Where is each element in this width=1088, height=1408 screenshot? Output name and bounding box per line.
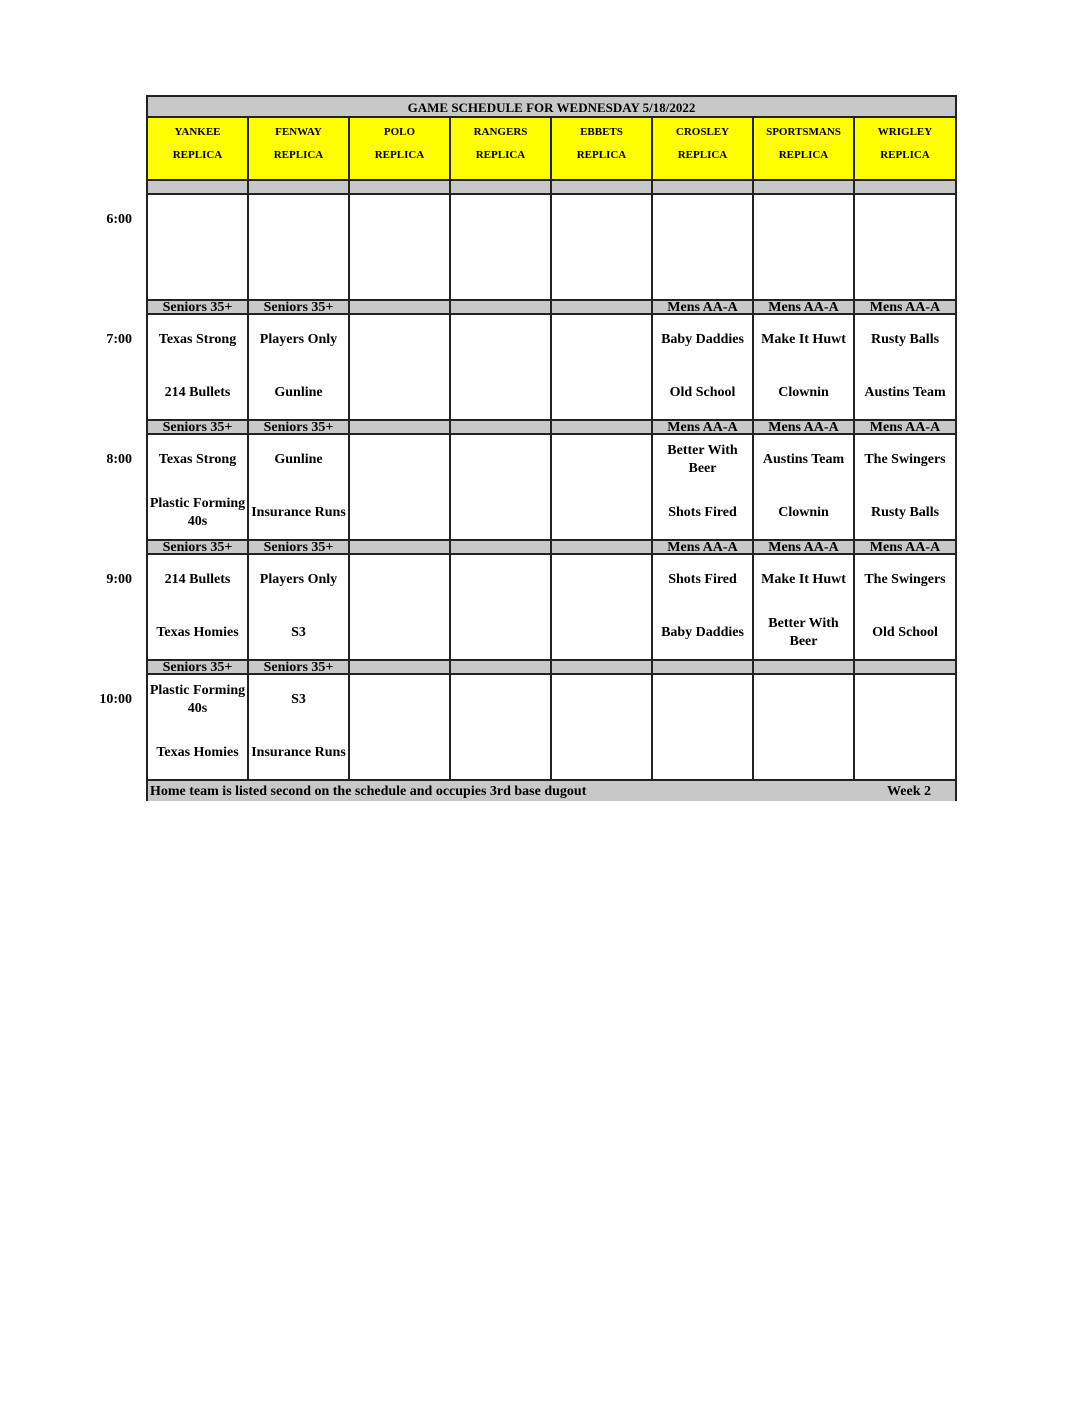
game-cell [552,195,653,299]
division-label [754,659,855,675]
game-cell [350,435,451,539]
home-team: Rusty Balls [870,505,940,520]
home-team: Clownin [778,505,829,520]
division-label [552,179,653,195]
home-team [451,733,550,773]
venue-subtitle: REPLICA [172,149,223,161]
game-cell [350,675,451,779]
division-label [451,299,552,315]
home-team [451,253,550,293]
game-cell [148,555,249,659]
division-label [350,179,451,195]
schedule-title: GAME SCHEDULE FOR WEDNESDAY 5/18/2022 [148,97,955,118]
venue-name: CROSLEY [675,126,730,138]
home-team: Austins Team [864,385,946,400]
time-label: 6:00 [106,212,132,227]
venue-name: SPORTSMANS [766,126,841,138]
division-label [451,179,552,195]
game-cell [653,555,754,659]
division-label: Seniors 35+ [148,419,249,435]
game-cell [249,195,350,299]
game-cell [148,435,249,539]
away-team: 214 Bullets [164,572,231,587]
game-cell [552,675,653,779]
away-team [350,680,449,720]
division-label [249,179,350,195]
home-team: Insurance Runs [251,505,346,520]
game-cell [855,315,955,419]
game-cell [855,555,955,659]
away-team [350,200,449,240]
home-team: 214 Bullets [164,385,231,400]
division-label: Mens AA-A [855,539,955,555]
division-label: Seniors 35+ [148,539,249,555]
venue-subtitle: REPLICA [374,149,425,161]
away-team: Make It Huwt [761,572,846,587]
game-cell [754,195,855,299]
game-cell [552,555,653,659]
game-cell [451,555,552,659]
division-label: Mens AA-A [754,419,855,435]
division-label [855,659,955,675]
away-team: Better With Beer [667,443,738,476]
division-label: Seniors 35+ [249,539,350,555]
game-cell [451,675,552,779]
home-team: Baby Daddies [661,625,744,640]
venue-header [552,118,653,179]
away-team: Players Only [259,332,338,347]
venue-name: RANGERS [473,126,528,138]
away-team [350,440,449,480]
home-team [552,253,651,293]
away-team [249,200,348,240]
away-team: Make It Huwt [761,332,846,347]
home-team: Plastic Forming 40s [149,496,246,529]
away-team [552,440,651,480]
home-team [552,493,651,533]
away-team: Rusty Balls [870,332,940,347]
home-team: Texas Homies [156,625,239,640]
schedule-footer [148,779,955,801]
division-label: Mens AA-A [754,539,855,555]
division-label [451,659,552,675]
away-team [451,680,550,720]
home-team [451,373,550,413]
home-team [350,253,449,293]
venue-name: WRIGLEY [877,126,933,138]
home-team [855,253,955,293]
away-team [754,680,853,720]
game-cell [653,195,754,299]
game-cell [653,315,754,419]
venue-subtitle: REPLICA [778,149,829,161]
away-team [653,200,752,240]
venue-subtitle: REPLICA [677,149,728,161]
venue-name: POLO [383,126,416,138]
division-label [451,539,552,555]
division-label [148,179,249,195]
game-cell [249,555,350,659]
away-team [451,200,550,240]
home-team [653,733,752,773]
game-cell [148,315,249,419]
division-label: Mens AA-A [653,299,754,315]
home-team: Old School [669,385,736,400]
game-cell [552,315,653,419]
time-label: 10:00 [99,692,132,707]
venue-name: FENWAY [275,126,322,138]
away-team [653,680,752,720]
game-cell [855,435,955,539]
away-team: Texas Strong [158,452,237,467]
venue-header [249,118,350,179]
home-team [552,373,651,413]
venue-header [350,118,451,179]
home-team [451,613,550,653]
home-team [350,373,449,413]
home-team [653,253,752,293]
division-label [552,539,653,555]
home-team [350,493,449,533]
venue-header [148,118,249,179]
away-team: Plastic Forming 40s [149,683,246,716]
home-team [148,253,247,293]
venue-subtitle: REPLICA [576,149,627,161]
venue-header [653,118,754,179]
away-team: Shots Fired [668,572,737,587]
away-team: The Swingers [864,452,946,467]
away-team [552,680,651,720]
game-cell [350,555,451,659]
division-label [855,179,955,195]
home-team-note: Home team is listed second on the schedule and occupies 3rd base dugout [150,784,587,799]
division-label: Mens AA-A [855,419,955,435]
away-team [451,320,550,360]
division-label: Seniors 35+ [249,659,350,675]
game-cell [148,195,249,299]
division-label: Seniors 35+ [148,659,249,675]
division-label [653,659,754,675]
venue-subtitle: REPLICA [273,149,324,161]
home-team: Texas Homies [156,745,239,760]
away-team: The Swingers [864,572,946,587]
division-label [552,419,653,435]
division-label [451,419,552,435]
away-team: Austins Team [762,452,845,467]
game-cell [754,435,855,539]
game-cell [249,315,350,419]
away-team: S3 [291,692,306,707]
division-label [350,539,451,555]
game-cell [855,675,955,779]
game-cell [754,555,855,659]
division-label: Mens AA-A [653,419,754,435]
venue-header [451,118,552,179]
game-cell [754,675,855,779]
game-cell [653,435,754,539]
division-label [350,299,451,315]
home-team: S3 [291,625,306,640]
home-team [451,493,550,533]
home-team [350,733,449,773]
division-label [350,419,451,435]
game-cell [653,675,754,779]
venue-subtitle: REPLICA [880,149,930,161]
away-team: Baby Daddies [661,332,744,347]
away-team: Gunline [274,452,323,467]
home-team: Clownin [778,385,829,400]
venue-name: EBBETS [580,126,623,138]
week-label: Week 2 [887,784,931,799]
division-label [552,659,653,675]
home-team: Shots Fired [668,505,737,520]
home-team [552,733,651,773]
game-cell [855,195,955,299]
away-team [451,440,550,480]
game-cell [754,315,855,419]
venue-header [855,118,955,179]
division-label [350,659,451,675]
home-team [754,733,853,773]
game-cell [552,435,653,539]
away-team [855,200,955,240]
away-team [350,320,449,360]
time-label: 8:00 [106,452,132,467]
home-team: Gunline [274,385,323,400]
division-label: Mens AA-A [754,299,855,315]
away-team [552,320,651,360]
home-team [855,733,955,773]
division-label: Seniors 35+ [148,299,249,315]
game-cell [350,315,451,419]
division-label: Mens AA-A [855,299,955,315]
away-team [350,560,449,600]
away-team [552,560,651,600]
venue-header [754,118,855,179]
time-label: 9:00 [106,572,132,587]
game-cell [249,675,350,779]
game-cell [451,315,552,419]
game-cell [148,675,249,779]
schedule-table [146,95,957,801]
division-label [552,299,653,315]
division-label: Seniors 35+ [249,419,350,435]
away-team: Players Only [259,572,338,587]
home-team [249,253,348,293]
venue-subtitle: REPLICA [475,149,526,161]
away-team [754,200,853,240]
away-team [148,200,247,240]
home-team: Old School [872,625,938,640]
division-label [754,179,855,195]
time-label: 7:00 [106,332,132,347]
home-team [754,253,853,293]
game-cell [350,195,451,299]
away-team [451,560,550,600]
game-cell [249,435,350,539]
division-label [653,179,754,195]
away-team [855,680,955,720]
home-team [552,613,651,653]
division-label: Mens AA-A [653,539,754,555]
game-cell [451,195,552,299]
home-team [350,613,449,653]
home-team: Better With Beer [768,616,839,649]
game-cell [451,435,552,539]
away-team: Texas Strong [158,332,237,347]
home-team: Insurance Runs [251,745,346,760]
division-label: Seniors 35+ [249,299,350,315]
venue-name: YANKEE [174,126,221,138]
away-team [552,200,651,240]
